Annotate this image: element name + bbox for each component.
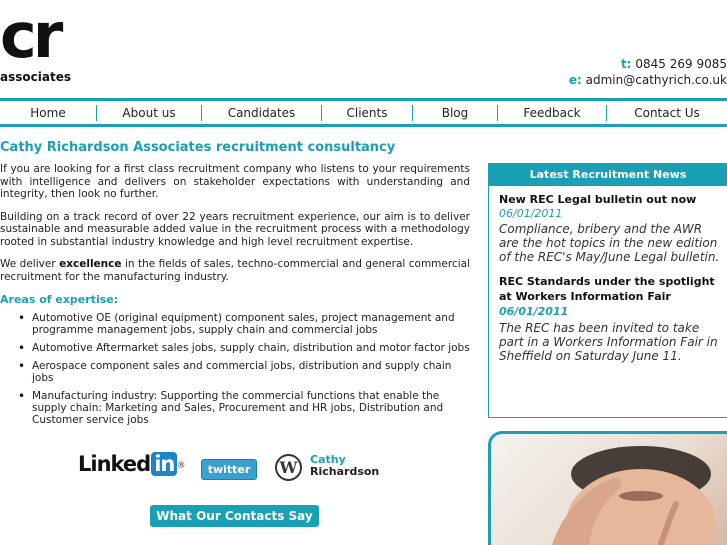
news-title[interactable] bbox=[499, 274, 721, 319]
phone-label: t: bbox=[621, 57, 632, 71]
email-line bbox=[569, 72, 727, 88]
news-body bbox=[489, 186, 727, 363]
phone-number: 0845 269 9085 bbox=[635, 57, 727, 71]
twitter-logo[interactable]: twitter bbox=[201, 459, 257, 480]
nav-feedback[interactable]: Feedback bbox=[523, 105, 581, 120]
nav-home[interactable]: Home bbox=[30, 105, 66, 120]
news-panel bbox=[488, 163, 727, 418]
cathy-first-name: Cathy bbox=[310, 453, 346, 466]
email-address[interactable]: admin@cathyrich.co.uk bbox=[585, 73, 727, 87]
page-title: Cathy Richardson Associates recruitment consultancy bbox=[0, 140, 396, 155]
news-heading: Latest Recruitment News bbox=[489, 164, 727, 186]
news-summary: Compliance, bribery and the AWR are the hot topics in the new edition of the REC's May/June Legal bulletin. bbox=[499, 222, 720, 264]
wordpress-icon[interactable]: W bbox=[275, 454, 302, 481]
contact-details bbox=[569, 56, 727, 88]
list-item: • Aerospace component sales and commercial jobs, distribution and supply chain jobs bbox=[18, 360, 470, 384]
nav-contact-us[interactable]: Contact Us bbox=[634, 105, 700, 120]
news-date: 06/01/2011 bbox=[499, 207, 563, 220]
experience-paragraph: Building on a track record of over 22 years recruitment experience, our aim is to deliver sustainable and measurable added value in the recruitment process with a methodology rooted in substantial industry knowledge and high level recruitment expertise. bbox=[0, 210, 470, 248]
news-title-text: REC Standards under the spotlight at Workers Information Fair bbox=[499, 275, 715, 303]
excellence-post: in the fields of sales, techno-commercial and general commercial recruitment for the manufacturing industry. bbox=[0, 258, 470, 283]
intro-paragraph: If you are looking for a first class recruitment company who listens to your requirements with intelligence and delivers on stakeholder expectations with understanding and integrity, then look no further. bbox=[0, 163, 470, 200]
nav-about-us[interactable]: About us bbox=[122, 105, 176, 120]
list-item: • Manufacturing industry: Supporting the commercial functions that enable the supply chain: Marketing and Sales, Procurement and HR jobs, Distribution and Customer service jobs bbox=[18, 390, 470, 426]
news-item bbox=[499, 274, 721, 363]
news-title[interactable]: New REC Legal bulletin out now bbox=[499, 193, 697, 206]
news-item bbox=[499, 192, 721, 264]
areas-list bbox=[0, 312, 470, 426]
nav-blog[interactable]: Blog bbox=[441, 105, 469, 120]
areas-heading: Areas of expertise: bbox=[0, 293, 119, 306]
nav-candidates[interactable]: Candidates bbox=[227, 105, 296, 120]
excellence-paragraph bbox=[0, 258, 470, 283]
main-nav bbox=[0, 98, 727, 127]
promo-photo-art bbox=[491, 434, 727, 545]
excellence-pre: We deliver bbox=[0, 258, 60, 270]
linkedin-registered: ® bbox=[177, 460, 185, 470]
list-item: • Automotive OE (original equipment) component sales, project management and programme management jobs, supply chain and commercial jobs bbox=[18, 312, 470, 336]
news-summary: The REC has been invited to take part in a Workers Information Fair in Sheffield on Saturday June 11. bbox=[499, 321, 718, 363]
social-logos bbox=[78, 452, 398, 482]
logo[interactable] bbox=[0, 0, 80, 86]
email-label: e: bbox=[568, 73, 582, 87]
linkedin-logo[interactable] bbox=[78, 452, 184, 476]
phone-line bbox=[569, 56, 727, 72]
news-date: 06/01/2011 bbox=[499, 305, 569, 318]
main-content bbox=[0, 140, 470, 432]
linkedin-in-icon: in bbox=[151, 452, 177, 476]
excellence-bold: excellence bbox=[59, 258, 122, 270]
linkedin-text: Linked bbox=[78, 452, 151, 476]
cathy-last-name: Richardson bbox=[310, 465, 380, 478]
promo-photo bbox=[488, 431, 727, 545]
cathy-richardson-blog-link[interactable] bbox=[310, 454, 379, 478]
what-our-contacts-say-button[interactable]: What Our Contacts Say bbox=[150, 505, 319, 527]
nav-clients[interactable]: Clients bbox=[346, 105, 388, 120]
logo-mark: cr bbox=[0, 0, 60, 72]
logo-wordmark: associates bbox=[0, 70, 71, 84]
list-item: • Automotive Aftermarket sales jobs, supply chain, distribution and motor factor jobs bbox=[18, 342, 470, 354]
